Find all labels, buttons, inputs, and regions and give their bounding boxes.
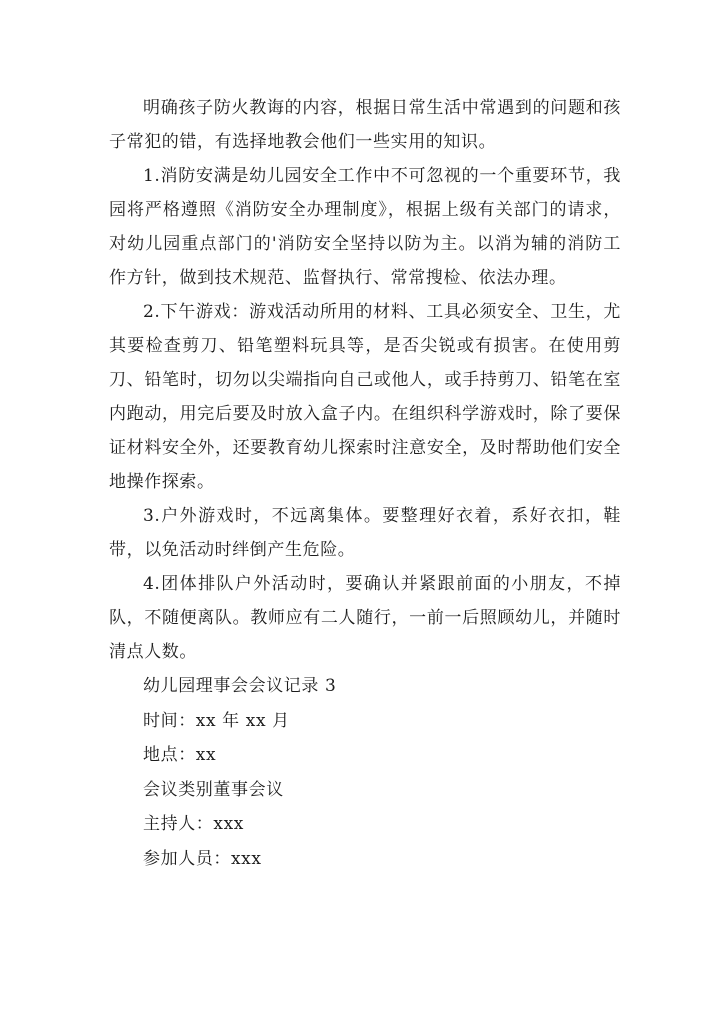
meeting-time: 时间：xx 年 xx 月 (143, 710, 290, 731)
meeting-category: 会议类别董事会议 (143, 779, 284, 800)
document-body (109, 91, 621, 876)
paragraph-fire-education: 明确孩子防火教诲的内容，根据日常生活中常遇到的问题和孩子常犯的错，有选择地教会他们一些实用的知识。 (109, 98, 621, 152)
paragraph-item-4: 4.团体排队户外活动时，要确认并紧跟前面的小朋友，不掉队，不随便离队。教师应有二人随行，一前一后照顾幼儿，并随时清点人数。 (109, 574, 621, 662)
meeting-host: 主持人：xxx (143, 814, 244, 834)
meeting-participants: 参加人员：xxx (143, 848, 262, 869)
paragraph-item-1: 1.消防安满是幼儿园安全工作中不可忽视的一个重要环节，我园将严格遵照《消防安全办理制度》，根据上级有关部门的请求，对幼儿园重点部门的'消防安全坚持以防为主。以消为辅的消防工作方针，做到技术规范、监督执行、常常搜检、依法办理。 (109, 166, 621, 288)
meeting-record-title: 幼儿园理事会会议记录 3 (143, 676, 337, 696)
paragraph-item-2: 2.下午游戏：游戏活动所用的材料、工具必须安全、卫生，尤其要检查剪刀、铅笔塑料玩具等，是否尖锐或有损害。在使用剪刀、铅笔时，切勿以尖端指向自己或他人，或手持剪刀、铅笔在室内跑动，用完后要及时放入盒子内。在组织科学游戏时，除了要保证材料安全外，还要教育幼儿探索时注意安全，及时帮助他们安全地操作探索。 (109, 302, 621, 492)
paragraph-item-3: 3.户外游戏时，不远离集体。要整理好衣着，系好衣扣，鞋带，以免活动时绊倒产生危险。 (109, 506, 621, 560)
meeting-place: 地点：xx (143, 745, 217, 765)
